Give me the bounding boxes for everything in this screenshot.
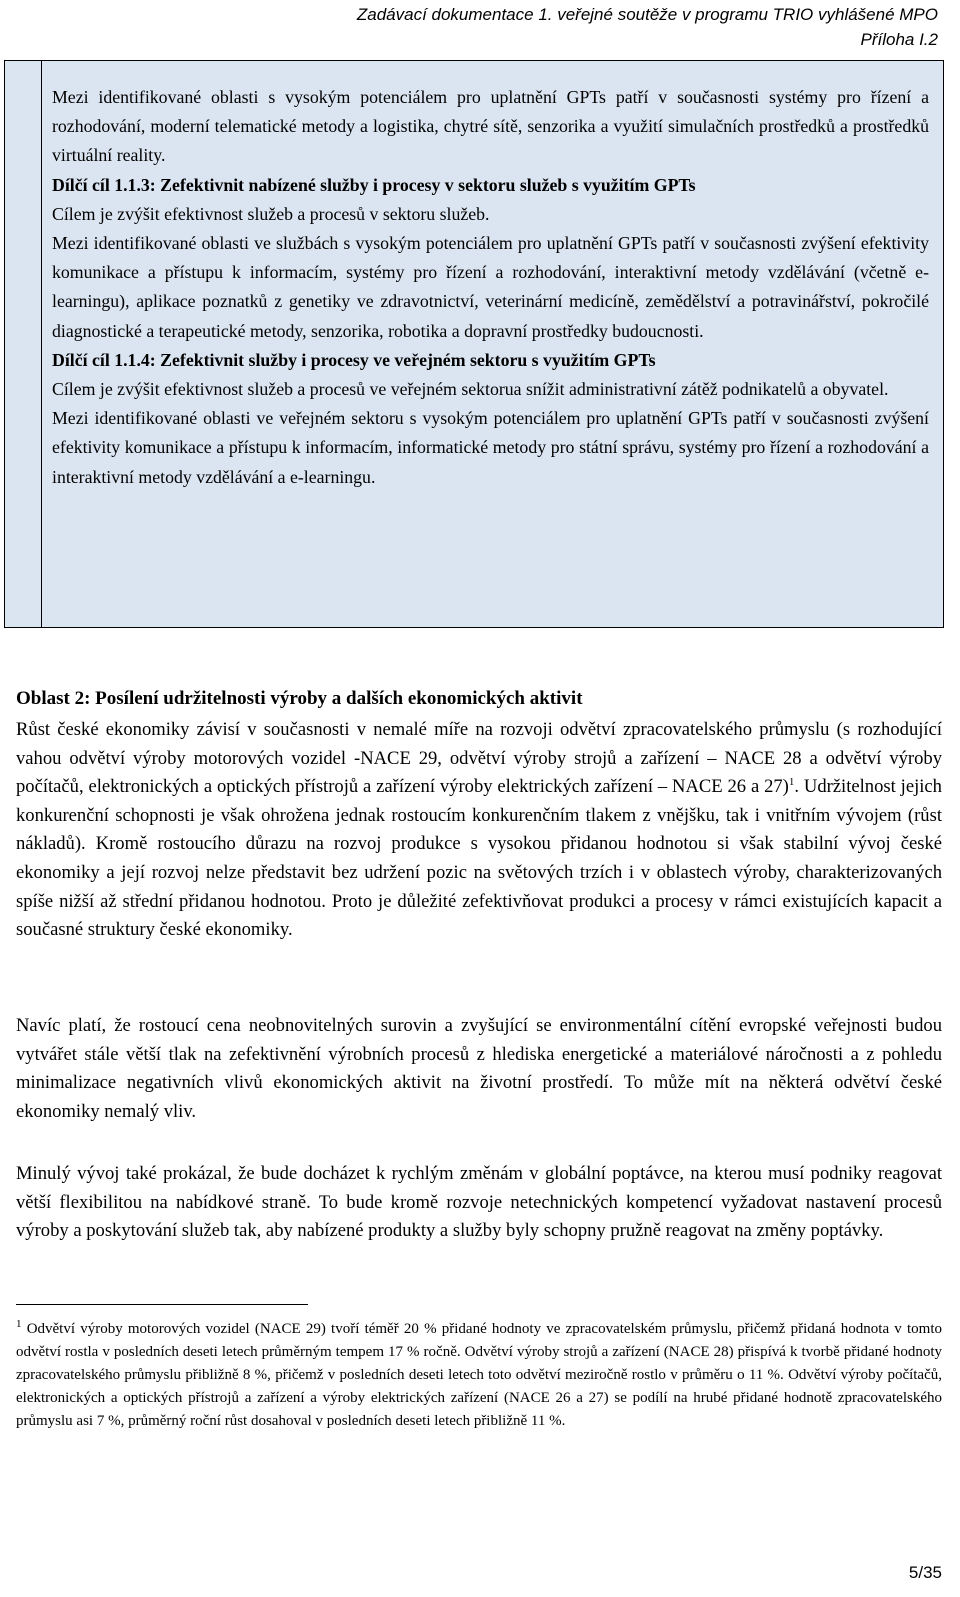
goal-114-title: Dílčí cíl 1.1.4: Zefektivnit služby i procesy ve veřejném sektoru s využitím GPTs (52, 349, 656, 370)
section-paragraph-2 (16, 1012, 942, 1126)
goals-table (4, 60, 944, 628)
goal-113-title: Dílčí cíl 1.1.3: Zefektivnit nabízené služby i procesy v sektoru služeb s využitím GPTs (52, 174, 696, 195)
footnote-separator (16, 1304, 308, 1305)
paragraph-1-part-b: . Udržitelnost jejich konkurenční schopnosti je však ohrožena jednak rostoucím konkurenčním tlakem z vnějšku, tak i vnitřním vývojem (růst nákladů). Kromě rostoucího důrazu na rozvoj produkce s vysokou přidanou hodnotou si však stabilní vývoj české ekonomiky a její rozvoj nelze představit bez udržení pozic na světových trzích i v oblastech výroby, charakterizovaných spíše nižší až střední přidanou hodnotou. Proto je důležité zefektivňovat produkci a procesy v rámci existujících kapacit a současné struktury české ekonomiky. (16, 776, 942, 941)
page-number: 5/35 (908, 1563, 942, 1582)
paragraph-2-text: Navíc platí, že rostoucí cena neobnovitelných surovin a zvyšující se environmentální cítění evropské veřejnosti budou vytvářet stále větší tlak na zefektivnění výrobních procesů z hlediska energetické a materiálové náročnosti a z pohledu minimalizace negativních vlivů ekonomických aktivit na životní prostředí. To může mít na některá odvětví české ekonomiky nemalý vliv. (16, 1015, 942, 1122)
goals-table-left-cell (5, 61, 42, 627)
goal-intro-text: Mezi identifikované oblasti s vysokým potenciálem pro uplatnění GPTs patří v současnosti systémy pro řízení a rozhodování, moderní telematické metody a logistika, chytré sítě, senzorika a využití simulačních prostředků a prostředků virtuální reality. (52, 87, 929, 166)
footnote-text: Odvětví výroby motorových vozidel (NACE 29) tvoří téměř 20 % přidané hodnoty ve zpracovatelském průmyslu, přičemž přidaná hodnota v tomto odvětví rostla v posledních deseti letech průměrným tempem 17 % ročně. Odvětví výroby strojů a zařízení (NACE 28) přispívá k tvorbě přidané hodnoty zpracovatelského průmyslu přibližně 8 %, přičemž v posledních deseti letech toto odvětví meziročně rostlo v průměru o 11 %. Odvětví výroby počítačů, elektronických a optických přístrojů a zařízení a výroby elektrických zařízení (NACE 26 a 27) se podílí na hrubé přidané hodnotě zpracovatelského průmyslu asi 7 %, průměrný roční růst dosahoval v posledních deseti letech přibližně 11 %. (16, 1321, 942, 1429)
goal-114-aim: Cílem je zvýšit efektivnost služeb a procesů ve veřejném sektorua snížit administrativní zátěž podnikatelů a obyvatel. (52, 379, 889, 400)
footnote (16, 1318, 942, 1433)
goals-table-content (42, 61, 943, 627)
paragraph-3-text: Minulý vývoj také prokázal, že bude docházet k rychlým změnám v globální poptávce, na kterou musí podniky reagovat větší flexibilitou na nabídkové straně. To bude kromě rozvoje netechnických kompetencí vyžadovat nastavení procesů výroby a poskytování služeb tak, aby nabízené produkty a služby byly schopny pružně reagovat na změny poptávky. (16, 1163, 942, 1242)
goal-114-areas: Mezi identifikované oblasti ve veřejném sektoru s vysokým potenciálem pro uplatnění GPTs patří v současnosti zvýšení efektivity komunikace a přístupu k informacím, informatické metody pro státní správu, systémy pro řízení a rozhodování a interaktivní metody vzdělávání a e-learningu. (52, 408, 929, 487)
footnote-mark: 1 (16, 1318, 22, 1330)
section-paragraph-1 (16, 716, 942, 945)
footnote-reference[interactable]: 1 (788, 776, 795, 788)
paragraph-1-part-a: Růst české ekonomiky závisí v současnosti v nemalé míře na rozvoji odvětví zpracovatelského průmyslu (s rozhodující vahou odvětví výroby motorových vozidel -NACE 29, odvětví výroby strojů a zařízení – NACE 28 a odvětví výroby počítačů, elektronických a optických přístrojů a zařízení výroby elektrických zařízení – NACE 26 a 27) (16, 719, 942, 798)
header-title: Zadávací dokumentace 1. veřejné soutěže v programu TRIO vyhlášené MPO (356, 5, 938, 24)
section-heading: Oblast 2: Posílení udržitelnosti výroby a dalších ekonomických aktivit (16, 688, 583, 709)
goal-113-aim: Cílem je zvýšit efektivnost služeb a procesů v sektoru služeb. (52, 203, 490, 224)
page-header (218, 2, 938, 52)
goal-113-areas: Mezi identifikované oblasti ve službách s vysokým potenciálem pro uplatnění GPTs patří v současnosti zvýšení efektivity komunikace a přístupu k informacím, systémy pro řízení a rozhodování, interaktivní metody vzdělávání (včetně e-learningu), aplikace poznatků z genetiky ve zdravotnictví, veterinární medicíně, zemědělství a potravinářství, pokročilé diagnostické a terapeutické metody, senzorika, robotika a dopravní prostředky budoucnosti. (52, 233, 929, 341)
header-annex: Příloha I.2 (860, 30, 938, 49)
section-paragraph-3 (16, 1160, 942, 1246)
